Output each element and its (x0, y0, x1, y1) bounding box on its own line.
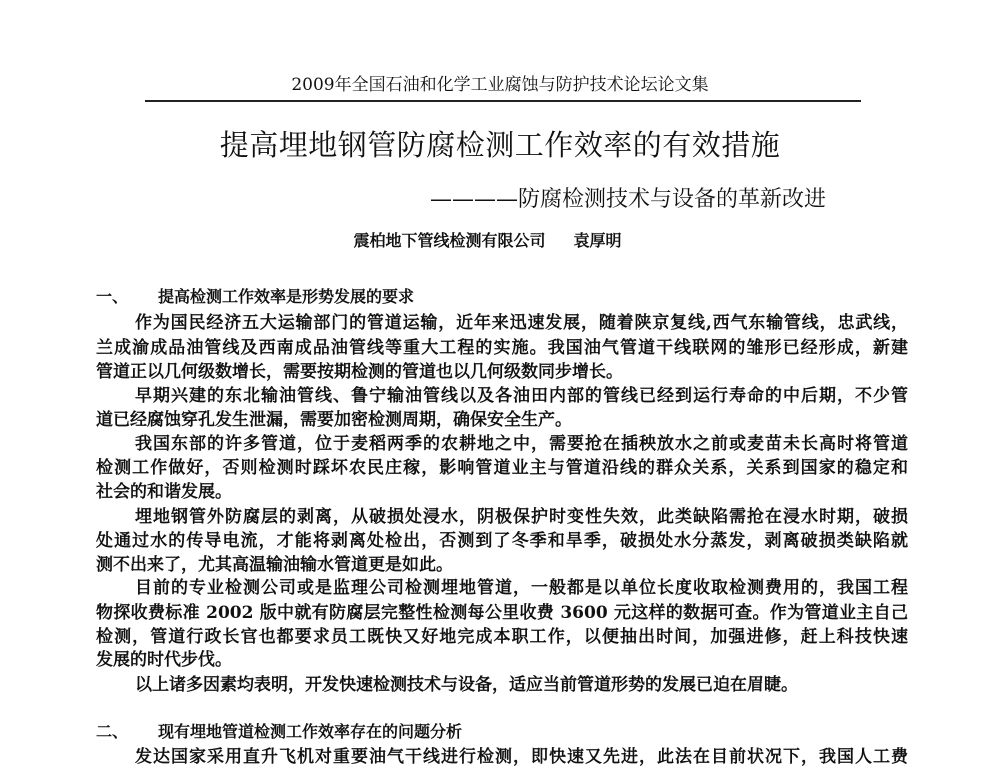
paragraph-line: 目前的专业检测公司或是监理公司检测埋地管道，一般都是以单位长度收取检测费用的，我国工程 (135, 578, 908, 598)
paragraph-line: 早期兴建的东北输油管线、鲁宁输油管线以及各油田内部的管线已经到运行寿命的中后期，不少管 (135, 386, 908, 406)
paragraph-line: 物探收费标准 2002 版中就有防腐层完整性检测每公里收费 3600 元这样的数据可查。作为管道业主自己 (96, 603, 908, 623)
paragraph-line: 我国东部的许多管道，位于麦稻两季的农耕地之中，需要抢在插秧放水之前或麦苗未长高时将管道 (135, 434, 908, 454)
paragraph-line: 埋地钢管外防腐层的剥离，从破损处浸水，阴极保护时变性失效，此类缺陷需抢在浸水时期，破损 (135, 507, 908, 527)
paragraph-line: 兰成渝成品油管线及西南成品油管线等重大工程的实施。我国油气管道干线联网的雏形已经形成，新建 (96, 338, 908, 358)
paragraph-line: 作为国民经济五大运输部门的管道运输，近年来迅速发展，随着陕京复线,西气东输管线，忠武线， (135, 313, 908, 333)
paragraph-line: 检测，管道行政长官也都要求员工既快又好地完成本职工作，以便抽出时间，加强进修，赶上科技快速 (96, 627, 908, 647)
section-title: 提高检测工作效率是形势发展的要求 (158, 287, 415, 306)
section-title: 现有埋地管道检测工作效率存在的问题分析 (158, 722, 463, 741)
section-heading-2 (96, 721, 462, 743)
author-name: 袁厚明 (573, 231, 622, 250)
paragraph-line: 社会的和谐发展。 (96, 482, 232, 502)
author-line (0, 230, 975, 252)
paragraph-line: 发展的时代步伐。 (96, 650, 232, 670)
article-subtitle: ————防腐检测技术与设备的革新改进 (430, 187, 827, 212)
article-title: 提高埋地钢管防腐检测工作效率的有效措施 (219, 128, 781, 162)
paragraph-line: 测不出来了，尤其高温输油输水管道更是如此。 (96, 555, 453, 575)
paragraph-line: 管道正以几何级数增长，需要按期检测的管道也以几何级数同步增长。 (96, 362, 623, 382)
section-number: 一、 (96, 287, 129, 306)
section-number: 二、 (96, 722, 129, 741)
paragraph-line: 以上诸多因素均表明，开发快速检测技术与设备，适应当前管道形势的发展已迫在眉睫。 (135, 675, 798, 695)
paragraph-line: 道已经腐蚀穿孔发生泄漏，需要加密检测周期，确保安全生产。 (96, 410, 572, 430)
running-header: 2009年全国石油和化学工业腐蚀与防护技术论坛论文集 (291, 75, 709, 95)
paragraph-line: 处通过水的传导电流，才能将剥离处检出，否测到了冬季和旱季，破损处水分蒸发，剥离破损类缺陷就 (96, 531, 908, 551)
affiliation: 震柏地下管线检测有限公司 (353, 231, 546, 250)
paragraph-line: 发达国家采用直升飞机对重要油气干线进行检测，即快速又先进，此法在目前状况下，我国人工费 (135, 747, 908, 767)
header-rule (145, 100, 861, 102)
section-heading-1 (96, 286, 414, 308)
paragraph-line: 检测工作做好，否则检测时踩坏农民庄稼，影响管道业主与管道沿线的群众关系，关系到国家的稳定和 (96, 458, 908, 478)
